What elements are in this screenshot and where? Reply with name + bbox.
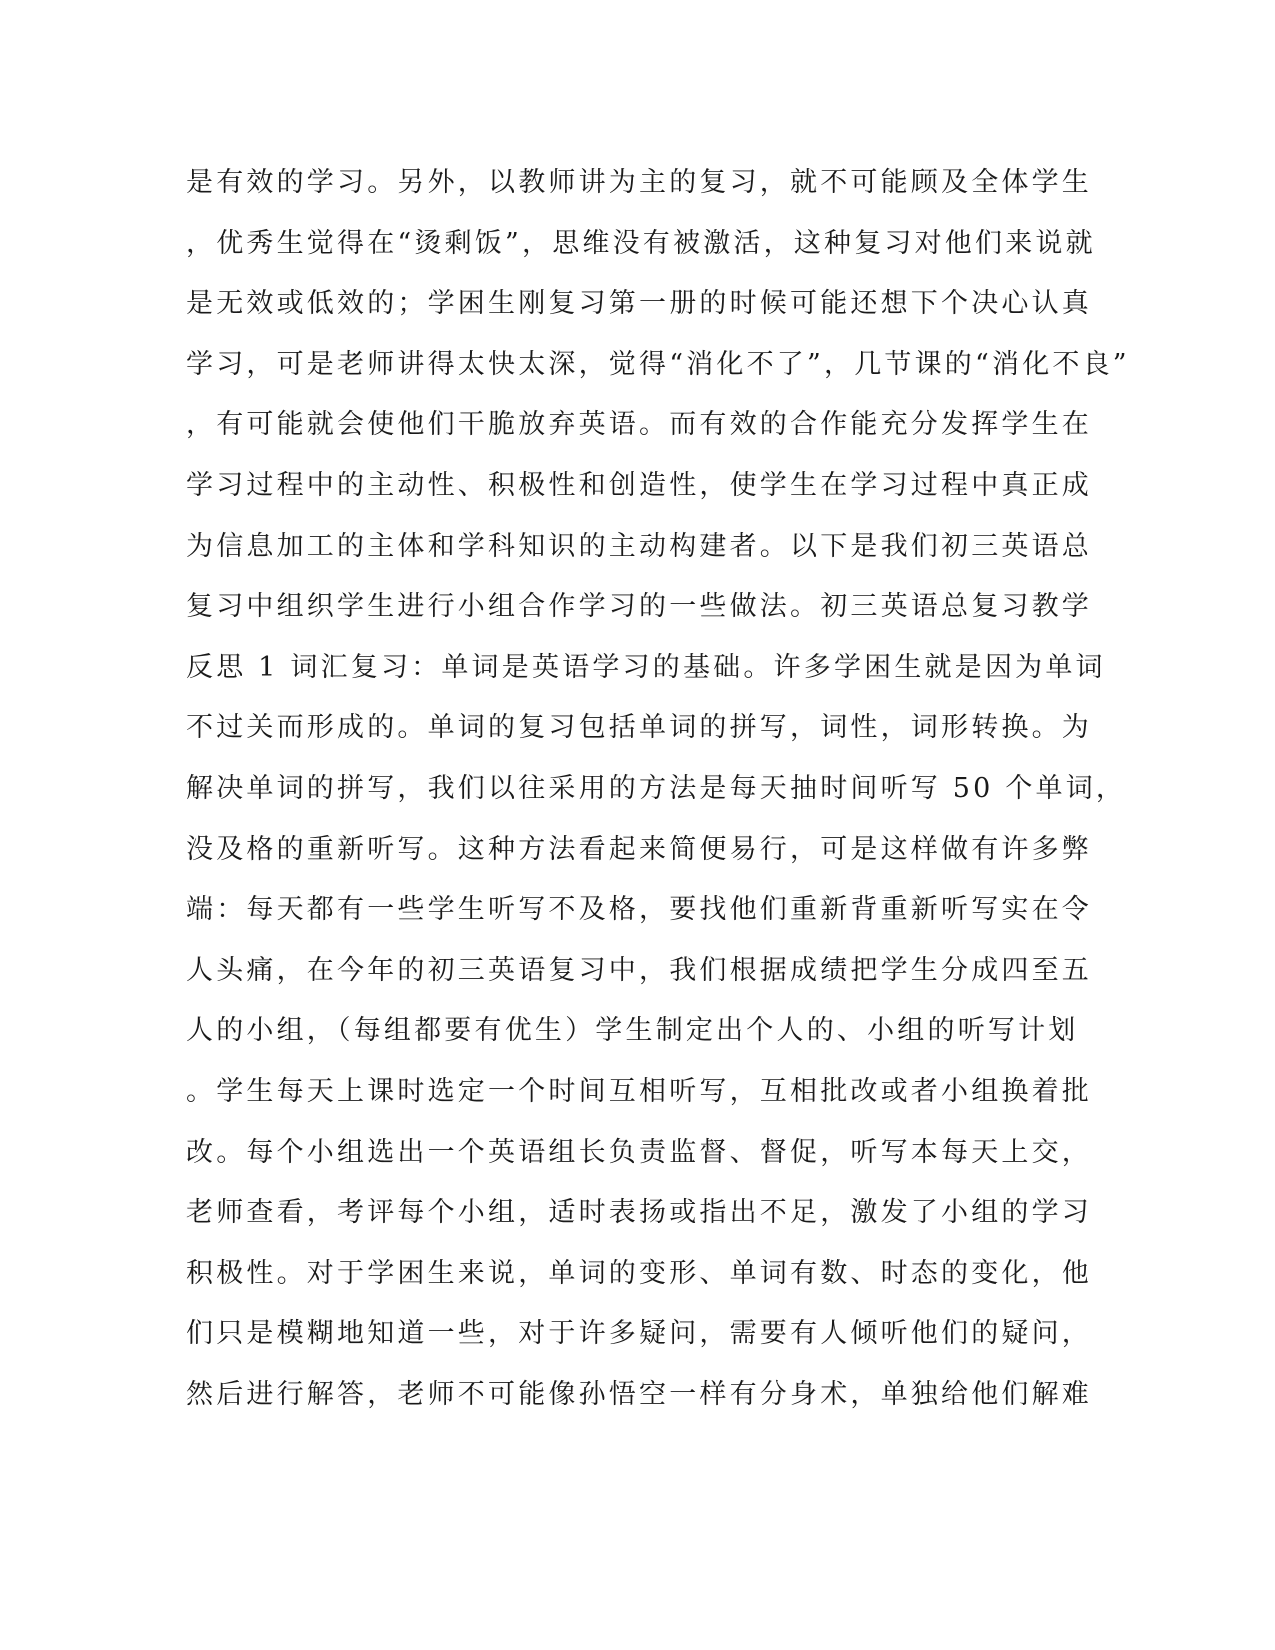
text-line: 积极性。对于学困生来说，单词的变形、单词有数、时态的变化，他	[186, 1257, 1092, 1289]
text-line: 反思 1 词汇复习：单词是英语学习的基础。许多学困生就是因为单词	[186, 651, 1106, 683]
text-line: 是无效或低效的；学困生刚复习第一册的时候可能还想下个决心认真	[186, 288, 1092, 320]
text-line: 解决单词的拼写，我们以往采用的方法是每天抽时间听写 50 个单词，	[186, 772, 1127, 804]
text-line: 人的小组，（每组都要有优生）学生制定出个人的、小组的听写计划	[186, 1015, 1079, 1047]
text-line: 然后进行解答，老师不可能像孙悟空一样有分身术，单独给他们解难	[186, 1378, 1092, 1410]
text-line: 人头痛，在今年的初三英语复习中，我们根据成绩把学生分成四至五	[186, 954, 1092, 986]
text-line: ，有可能就会使他们干脆放弃英语。而有效的合作能充分发挥学生在	[186, 409, 1092, 441]
text-line: 。学生每天上课时选定一个时间互相听写，互相批改或者小组换着批	[186, 1075, 1092, 1107]
text-line: 改。每个小组选出一个英语组长负责监督、督促，听写本每天上交，	[186, 1136, 1092, 1168]
text-line: 老师查看，考评每个小组，适时表扬或指出不足，激发了小组的学习	[186, 1197, 1092, 1229]
text-line: 复习中组织学生进行小组合作学习的一些做法。初三英语总复习教学	[186, 591, 1092, 623]
text-line: 不过关而形成的。单词的复习包括单词的拼写，词性，词形转换。为	[186, 712, 1092, 744]
text-line: 端：每天都有一些学生听写不及格，要找他们重新背重新听写实在令	[186, 894, 1092, 926]
text-line: 没及格的重新听写。这种方法看起来简便易行，可是这样做有许多弊	[186, 833, 1092, 865]
body-text	[186, 163, 1130, 1435]
text-line: ，优秀生觉得在“烫剩饭”，思维没有被激活，这种复习对他们来说就	[186, 227, 1096, 259]
text-line: 学习过程中的主动性、积极性和创造性，使学生在学习过程中真正成	[186, 469, 1092, 501]
text-line: 学习，可是老师讲得太快太深，觉得“消化不了”，几节课的“消化不良”	[186, 348, 1130, 380]
text-line: 是有效的学习。另外，以教师讲为主的复习，就不可能顾及全体学生	[186, 167, 1092, 198]
text-line: 们只是模糊地知道一些，对于许多疑问，需要有人倾听他们的疑问，	[186, 1318, 1092, 1350]
text-line: 为信息加工的主体和学科知识的主动构建者。以下是我们初三英语总	[186, 530, 1092, 562]
